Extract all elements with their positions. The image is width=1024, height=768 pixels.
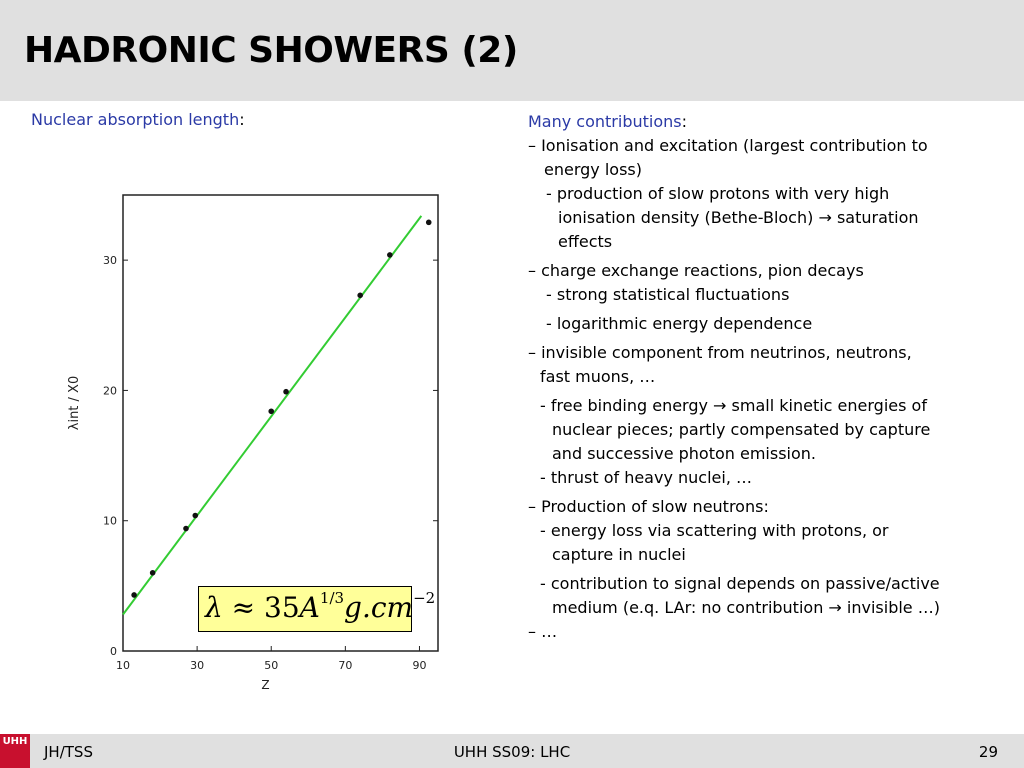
contributions-column [528,110,998,644]
data-point [150,570,156,576]
left-heading [31,110,245,129]
absorption-length-link[interactable]: Nuclear absorption length [31,110,240,129]
y-tick-label: 20 [103,384,117,398]
right-heading [528,110,998,134]
contribution-line: – charge exchange reactions, pion decays [528,261,864,280]
formula-exp: 1/3 [319,589,345,607]
contribution-line: - energy loss via scattering with protons, or [540,521,889,540]
contribution-line: - production of slow protons with very high [546,184,890,203]
formula-unit-exp: −2 [413,589,436,607]
contribution-line: ionisation density (Bethe-Bloch) → saturation [558,208,919,227]
absorption-formula [205,591,435,624]
data-point [283,389,289,395]
data-point [183,526,189,532]
contribution-line: capture in nuclei [552,545,686,564]
data-point [131,592,137,598]
right-heading-suffix: : [681,112,687,131]
formula-lambda: λ [205,591,223,624]
footer-course: UHH SS09: LHC [453,743,571,761]
contribution-line: medium (e.q. LAr: no contribution → invisible …) [552,598,940,617]
contribution-line: - contribution to signal depends on passive/active [540,574,940,593]
contribution-line: - free binding energy → small kinetic energies of [540,396,927,415]
y-tick-label: 10 [103,514,117,528]
contribution-line: and successive photon emission. [552,444,816,463]
x-tick-label: 30 [190,659,205,672]
formula-var: A [299,591,320,624]
uhh-logo-text: UHH [2,736,28,747]
contribution-line: energy loss) [544,160,642,179]
formula-unit: g.cm [344,591,414,624]
x-tick-label: 90 [412,659,427,672]
footer [0,734,1024,768]
x-tick-label: 70 [338,659,353,672]
data-point [268,408,274,414]
contribution-line: – Ionisation and excitation (largest contribution to [528,136,928,155]
plot-frame [123,195,438,651]
contribution-line: - logarithmic energy dependence [546,314,813,333]
title-bar [0,0,1024,101]
footer-author: JH/TSS [44,743,93,761]
x-axis-label: Z [261,678,270,692]
data-point [357,293,363,299]
y-axis-label: λint / X0 [67,375,82,431]
contribution-line: – invisible component from neutrinos, neutrons, [528,343,912,362]
contribution-line: fast muons, … [540,367,656,386]
y-tick-label: 30 [103,254,117,268]
x-tick-label: 10 [116,659,130,672]
contribution-line: – … [528,622,558,641]
left-heading-suffix: : [239,110,245,129]
slide-title: HADRONIC SHOWERS (2) [24,30,518,71]
formula-coef: 35 [264,591,300,624]
contribution-line: effects [558,232,613,251]
contribution-line: nuclear pieces; partly compensated by capture [552,420,931,439]
contribution-line: - thrust of heavy nuclei, … [540,468,752,487]
contributions-list [528,134,998,644]
x-tick-label: 50 [264,659,279,672]
page-number: 29 [978,743,998,761]
fit-line [123,216,421,615]
data-point [192,513,198,519]
uhh-logo [0,734,30,768]
data-point [387,252,393,258]
y-tick-label: 0 [110,645,117,658]
contribution-line: – Production of slow neutrons: [528,497,769,516]
contribution-line: - strong statistical fluctuations [546,285,790,304]
formula-approx: ≈ [231,591,256,624]
formula-box [198,586,436,632]
data-point [426,220,432,226]
contributions-link[interactable]: Many contributions [528,112,682,131]
